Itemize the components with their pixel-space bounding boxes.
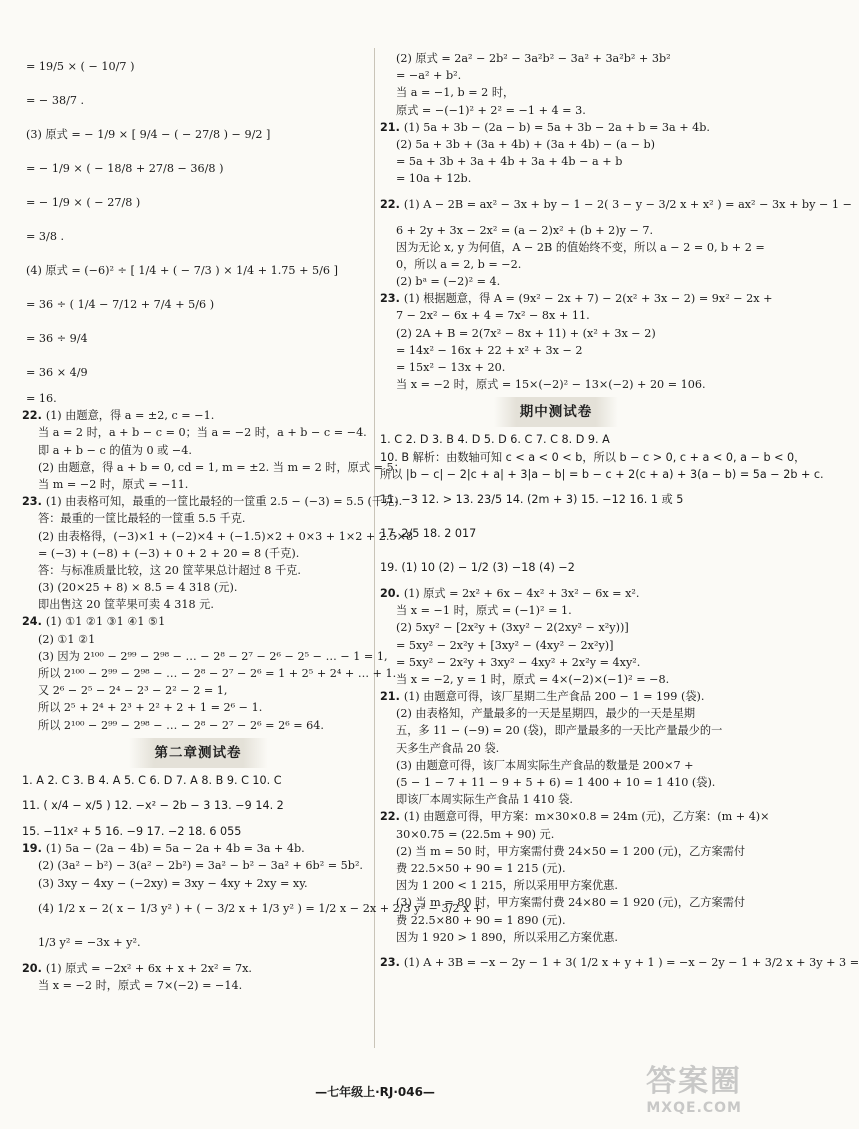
question-number: 21. bbox=[380, 690, 400, 704]
answer-line bbox=[380, 654, 732, 671]
answer-line bbox=[22, 118, 374, 152]
answer-line bbox=[22, 288, 374, 322]
answer-text: 答：最重的一筐比最轻的一筐重 5.5 千克. bbox=[38, 512, 246, 526]
answer-line bbox=[380, 449, 806, 466]
answer-text: 15. −11x² + 5 16. −9 17. −2 18. 6 055 bbox=[22, 824, 242, 838]
answer-line bbox=[22, 892, 483, 926]
answer-text: (2) bᵃ = (−2)² = 4. bbox=[396, 275, 501, 289]
answer-line bbox=[380, 671, 732, 688]
answer-line bbox=[22, 152, 374, 186]
answer-text: = (−3) + (−8) + (−3) + 0 + 2 + 20 = 8 (千克). bbox=[38, 546, 300, 560]
answer-line bbox=[380, 757, 732, 774]
answer-text: (2) 5a + 3b + (3a + 4b) + (3a + 4b) − (a − b) bbox=[396, 137, 656, 151]
answer-text: 因为无论 x, y 为何值，A − 2B 的值始终不变，所以 a − 2 = 0, b + 2 = bbox=[396, 240, 765, 254]
answer-line bbox=[22, 254, 374, 288]
answer-line bbox=[22, 407, 374, 424]
answer-line bbox=[380, 359, 732, 376]
answer-text: (1) 5a + 3b − (2a − b) = 5a + 3b − 2a + b = 3a + 4b. bbox=[403, 120, 710, 134]
answer-line bbox=[380, 290, 773, 307]
answer-text: 当 m = −2 时，原式 = −11. bbox=[38, 477, 189, 491]
watermark-text: 答案圈 bbox=[646, 1064, 742, 1099]
question-number: 24. bbox=[22, 615, 42, 629]
answer-line bbox=[380, 791, 732, 808]
answer-line bbox=[380, 153, 732, 170]
answer-line bbox=[380, 894, 746, 911]
answer-text: (2) 由表格得，(−3)×1 + (−2)×4 + (−1.5)×2 + 0×3 + 1×2 + 2.5×8 bbox=[38, 529, 414, 543]
answer-text: (1) ①1 ②1 ③1 ④1 ⑤1 bbox=[45, 615, 166, 629]
answer-text: = 19/5 × ( − 10/7 ) bbox=[26, 60, 135, 73]
answer-line bbox=[22, 220, 374, 254]
answer-text: 所以 2⁵ + 2⁴ + 2³ + 2² + 2 + 1 = 2⁶ − 1. bbox=[38, 701, 263, 715]
answer-text: (2) 由题意，得 a + b = 0, cd = 1, m = ±2. 当 m = 2 时，原式 = 5； bbox=[38, 460, 405, 474]
answer-line bbox=[22, 596, 374, 613]
answer-line bbox=[22, 875, 374, 892]
answer-line bbox=[380, 774, 732, 791]
answer-text: (1) 由题意可得，该厂星期二生产食品 200 − 1 = 199 (袋). bbox=[403, 690, 705, 704]
question-number: 20. bbox=[380, 586, 400, 600]
answer-line bbox=[22, 857, 374, 874]
answer-line bbox=[380, 119, 732, 136]
answer-text: 答：与标准质量比较，这 20 筐苹果总计超过 8 千克. bbox=[38, 563, 301, 577]
answer-text: = 16. bbox=[26, 392, 57, 405]
answer-line bbox=[22, 562, 374, 579]
watermark-url: MXQE.COM bbox=[646, 1100, 742, 1116]
answer-line bbox=[380, 483, 732, 517]
answer-line bbox=[380, 551, 732, 585]
answer-text: (1) A − 2B = ax² − 3x + by − 1 − 2( 3 − y − 3/2 x + x² ) = ax² − 3x + by − 1 − bbox=[403, 197, 852, 211]
question-number: 22. bbox=[22, 409, 42, 423]
answer-text: = 15x² − 13x + 20. bbox=[396, 361, 506, 374]
answer-text: 当 a = −1, b = 2 时， bbox=[396, 86, 515, 100]
answer-text: (1) 根据题意，得 A = (9x² − 2x + 7) − 2(x² + 3x − 2) = 9x² − 2x + bbox=[403, 292, 773, 306]
answer-line bbox=[380, 376, 732, 393]
answer-line bbox=[380, 342, 732, 359]
answer-text: = 14x² − 16x + 22 + x² + 3x − 2 bbox=[396, 343, 583, 357]
answer-line bbox=[380, 705, 732, 722]
question-number: 23. bbox=[380, 292, 400, 306]
answer-line bbox=[380, 946, 859, 980]
answer-line bbox=[380, 256, 732, 273]
answer-line bbox=[22, 84, 374, 118]
answer-text: (3) 3xy − 4xy − (−2xy) = 3xy − 4xy + 2xy = xy. bbox=[38, 876, 308, 890]
answer-text: 即 a + b − c 的值为 0 或 −4. bbox=[38, 443, 192, 457]
answer-line bbox=[380, 877, 732, 894]
answer-text: (2) 2A + B = 2(7x² − 8x + 11) + (x² + 3x − 2) bbox=[396, 326, 656, 340]
answer-text: 当 x = −2 时，原式 = 7×(−2) = −14. bbox=[38, 978, 243, 992]
answer-line bbox=[380, 722, 732, 739]
right-column bbox=[380, 50, 859, 980]
answer-line bbox=[22, 840, 374, 857]
answer-text: (1) A + 3B = −x − 2y − 1 + 3( 1/2 x + y + 1 ) = −x − 2y − 1 + 3/2 x + 3y + 3 = bbox=[403, 955, 859, 969]
answer-text: 19. (1) 10 (2) − 1/2 (3) −18 (4) −2 bbox=[380, 560, 575, 574]
answer-text: 即出售这 20 筐苹果可卖 4 318 元. bbox=[38, 598, 214, 612]
answer-line bbox=[380, 826, 732, 843]
answer-line bbox=[22, 459, 405, 476]
answer-text: (1) 由题意，得 a = ±2, c = −1. bbox=[45, 409, 215, 423]
answer-line bbox=[22, 528, 414, 545]
answer-line bbox=[380, 912, 732, 929]
answer-text: (2) 原式 = 2a² − 2b² − 3a²b² − 3a² + 3a²b² + 3b² bbox=[396, 52, 671, 65]
answer-text: 1. A 2. C 3. B 4. A 5. C 6. D 7. A 8. B 9. C 10. C bbox=[22, 773, 282, 787]
section-title: 第二章测试卷 bbox=[129, 738, 268, 768]
question-number: 22. bbox=[380, 197, 400, 211]
answer-text: (4) 原式 = (−6)² ÷ [ 1/4 + ( − 7/3 ) × 1/4 + 1.75 + 5/6 ] bbox=[26, 264, 338, 277]
answer-text: = 5a + 3b + 3a + 4b + 3a + 4b − a + b bbox=[396, 155, 623, 169]
answer-line bbox=[380, 619, 732, 636]
answer-text: (1) 原式 = 2x² + 6x − 4x² + 3x² − 6x = x². bbox=[403, 586, 640, 600]
answer-line bbox=[380, 273, 732, 290]
answer-text: (3) (20×25 + 8) × 8.5 = 4 318 (元). bbox=[38, 581, 238, 595]
answer-line bbox=[380, 517, 732, 551]
answer-line bbox=[380, 860, 732, 877]
answer-line bbox=[22, 322, 374, 356]
answer-line bbox=[380, 585, 732, 602]
answer-text: 1. C 2. D 3. B 4. D 5. D 6. C 7. C 8. D 9. A bbox=[380, 433, 610, 447]
answer-line bbox=[22, 648, 388, 665]
answer-line bbox=[22, 926, 374, 960]
watermark-logo bbox=[592, 1065, 742, 1123]
answer-line bbox=[380, 84, 732, 101]
answer-line bbox=[380, 50, 732, 67]
answer-line bbox=[22, 579, 374, 596]
answer-line bbox=[22, 442, 374, 459]
answer-text: 天多生产食品 20 袋. bbox=[396, 741, 500, 755]
answer-text: 当 x = −2 时，原式 = 15×(−2)² − 13×(−2) + 20 = 106. bbox=[396, 378, 706, 392]
answer-text: 又 2⁶ − 2⁵ − 2⁴ − 2³ − 2² − 2 = 1, bbox=[38, 684, 228, 698]
answer-text: = 36 ÷ 9/4 bbox=[26, 332, 88, 345]
answer-line bbox=[380, 67, 732, 84]
answer-line bbox=[22, 789, 374, 823]
answer-line bbox=[380, 929, 732, 946]
answer-line bbox=[22, 823, 374, 840]
answer-text: (1) 5a − (2a − 4b) = 5a − 2a + 4b = 3a + 4b. bbox=[45, 842, 305, 856]
answer-line bbox=[380, 188, 852, 222]
answer-line bbox=[22, 717, 374, 734]
answer-text: = −a² + b². bbox=[396, 69, 462, 83]
answer-line bbox=[380, 740, 732, 757]
question-number: 20. bbox=[22, 961, 42, 975]
answer-line bbox=[22, 699, 374, 716]
answer-text: 6 + 2y + 3x − 2x² = (a − 2)x² + (b + 2)y − 7. bbox=[396, 223, 654, 237]
answer-text: (4) 1/2 x − 2( x − 1/3 y² ) + ( − 3/2 x + 1/3 y² ) = 1/2 x − 2x + 2/3 y² − 3/2 x + bbox=[38, 901, 483, 915]
answer-text: 17. 2/5 18. 2 017 bbox=[380, 526, 477, 540]
answer-line bbox=[22, 772, 374, 789]
answer-text: = 5xy² − 2x²y + 3xy² − 4xy² + 2x²y = 4xy². bbox=[396, 655, 641, 669]
answer-text: = − 1/9 × ( − 27/8 ) bbox=[26, 196, 141, 209]
answer-text: 原式 = −(−1)² + 2² = −1 + 4 = 3. bbox=[396, 103, 586, 117]
answer-text: (3) 当 m = 80 时，甲方案需付费 24×80 = 1 920 (元)，乙方案需付 bbox=[396, 896, 746, 910]
answer-text: = 5xy² − 2x²y + [3xy² − (4xy² − 2x²y)] bbox=[396, 638, 614, 652]
answer-line bbox=[22, 476, 374, 493]
answer-text: 五，多 11 − (−9) = 20 (袋)，即产量最多的一天比产量最少的一 bbox=[396, 724, 723, 738]
answer-text: = 36 ÷ ( 1/4 − 7/12 + 7/4 + 5/6 ) bbox=[26, 298, 215, 311]
answer-line bbox=[22, 390, 374, 407]
answer-line bbox=[380, 307, 732, 324]
answer-text: (1) 由表格可知，最重的一筐比最轻的一筐重 2.5 − (−3) = 5.5 (千克). bbox=[45, 495, 403, 509]
answer-line bbox=[22, 682, 374, 699]
answer-text: (5 − 1 − 7 + 11 − 9 + 5 + 6) = 1 400 + 10 = 1 410 (袋). bbox=[396, 776, 716, 789]
answer-line bbox=[22, 186, 374, 220]
answer-line bbox=[380, 688, 732, 705]
answer-line bbox=[380, 239, 765, 256]
answer-text: 所以 |b − c| − 2|c + a| + 3|a − b| = b − c + 2(c + a) + 3(a − b) = 5a − 2b + c. bbox=[380, 467, 824, 481]
answer-text: 因为 1 920 > 1 890，所以采用乙方案优惠. bbox=[396, 930, 618, 944]
answer-line bbox=[380, 602, 732, 619]
answer-line bbox=[380, 637, 732, 654]
answer-text: (3) 由题意可得，该厂本周实际生产食品的数量是 200×7 + bbox=[396, 758, 694, 772]
section-title: 期中测试卷 bbox=[494, 397, 619, 427]
answer-text: 费 22.5×80 + 90 = 1 890 (元). bbox=[396, 913, 566, 927]
question-number: 23. bbox=[22, 495, 42, 509]
answer-line bbox=[22, 665, 397, 682]
answer-text: 费 22.5×50 + 90 = 1 215 (元). bbox=[396, 861, 566, 875]
answer-line bbox=[22, 424, 374, 441]
question-number: 22. bbox=[380, 810, 400, 824]
answer-text: (3) 因为 2¹⁰⁰ − 2⁹⁹ − 2⁹⁸ − … − 2⁸ − 2⁷ − 2⁶ − 2⁵ − … − 1 = 1, bbox=[38, 649, 388, 663]
answer-text: 0，所以 a = 2, b = −2. bbox=[396, 257, 522, 271]
answer-text: (1) 由题意可得，甲方案：m×30×0.8 = 24m (元)，乙方案：(m + 4)× bbox=[403, 810, 770, 824]
answer-text: 10. B 解析：由数轴可知 c < a < 0 < b，所以 b − c > 0, c + a < 0, a − b < 0， bbox=[380, 450, 806, 464]
answer-line bbox=[22, 631, 374, 648]
answer-line bbox=[380, 325, 732, 342]
section-heading bbox=[22, 738, 374, 768]
answer-line bbox=[22, 545, 374, 562]
answer-line bbox=[22, 977, 374, 994]
answer-line bbox=[22, 50, 374, 84]
answer-line bbox=[380, 466, 824, 483]
answer-line bbox=[22, 510, 374, 527]
answer-line bbox=[380, 843, 746, 860]
answer-line bbox=[22, 960, 374, 977]
answer-line bbox=[22, 613, 374, 630]
answer-text: = 3/8 . bbox=[26, 230, 65, 243]
answer-text: 1/3 y² = −3x + y². bbox=[38, 935, 141, 949]
answer-line bbox=[380, 102, 732, 119]
answer-text: 当 x = −2, y = 1 时，原式 = 4×(−2)×(−1)² = −8. bbox=[396, 672, 670, 686]
answer-line bbox=[380, 170, 732, 187]
answer-text: 当 a = 2 时，a + b − c = 0；当 a = −2 时，a + b − c = −4. bbox=[38, 426, 367, 440]
answer-text: 所以 2¹⁰⁰ − 2⁹⁹ − 2⁹⁸ − … − 2⁸ − 2⁷ − 2⁶ = 2⁶ = 64. bbox=[38, 718, 324, 732]
answer-text: (2) ①1 ②1 bbox=[38, 632, 96, 646]
answer-line bbox=[22, 356, 374, 390]
page-footer: —七年级上·RJ·046— bbox=[315, 1085, 435, 1099]
answer-text: 7 − 2x² − 6x + 4 = 7x² − 8x + 11. bbox=[396, 309, 590, 323]
question-number: 23. bbox=[380, 955, 400, 969]
answer-text: (2) 当 m = 50 时，甲方案需付费 24×50 = 1 200 (元)，乙方案需付 bbox=[396, 844, 746, 858]
answer-text: = − 1/9 × ( − 18/8 + 27/8 − 36/8 ) bbox=[26, 162, 224, 175]
answer-text: 所以 2¹⁰⁰ − 2⁹⁹ − 2⁹⁸ − … − 2⁸ − 2⁷ − 2⁶ = 1 + 2⁵ + 2⁴ + … + 1. bbox=[38, 667, 397, 680]
answer-text: = 36 × 4/9 bbox=[26, 366, 88, 379]
answer-text: 当 x = −1 时，原式 = (−1)² = 1. bbox=[396, 604, 572, 618]
answer-line bbox=[380, 808, 770, 825]
answer-text: 即该厂本周实际生产食品 1 410 袋. bbox=[396, 793, 573, 807]
answer-text: 30×0.75 = (22.5m + 90) 元. bbox=[396, 827, 555, 841]
answer-text: (2) (3a² − b²) − 3(a² − 2b²) = 3a² − b² − 3a² + 6b² = 5b². bbox=[38, 859, 363, 873]
answer-text: 11. ( x/4 − x/5 ) 12. −x² − 2b − 3 13. −9 14. 2 bbox=[22, 798, 284, 812]
answer-text: (3) 原式 = − 1/9 × [ 9/4 − ( − 27/8 ) − 9/2 ] bbox=[26, 128, 271, 141]
answer-text: 因为 1 200 < 1 215，所以采用甲方案优惠. bbox=[396, 879, 618, 893]
answer-line bbox=[380, 431, 732, 448]
answer-line bbox=[380, 136, 732, 153]
answer-line bbox=[22, 493, 403, 510]
section-heading bbox=[380, 397, 732, 427]
answer-text: 11. −3 12. > 13. 23/5 14. (2m + 3) 15. −12 16. 1 或 5 bbox=[380, 492, 684, 506]
answer-text: (1) 原式 = −2x² + 6x + x + 2x² = 7x. bbox=[45, 961, 252, 975]
answer-line bbox=[380, 222, 732, 239]
answer-text: = 10a + 12b. bbox=[396, 172, 472, 186]
question-number: 21. bbox=[380, 120, 400, 134]
question-number: 19. bbox=[22, 842, 42, 856]
answer-text: (2) 5xy² − [2x²y + (3xy² − 2(2xy² − x²y))] bbox=[396, 621, 629, 635]
answer-text: (2) 由表格知，产量最多的一天是星期四，最少的一天是星期 bbox=[396, 707, 696, 721]
answer-text: = − 38/7 . bbox=[26, 94, 85, 107]
